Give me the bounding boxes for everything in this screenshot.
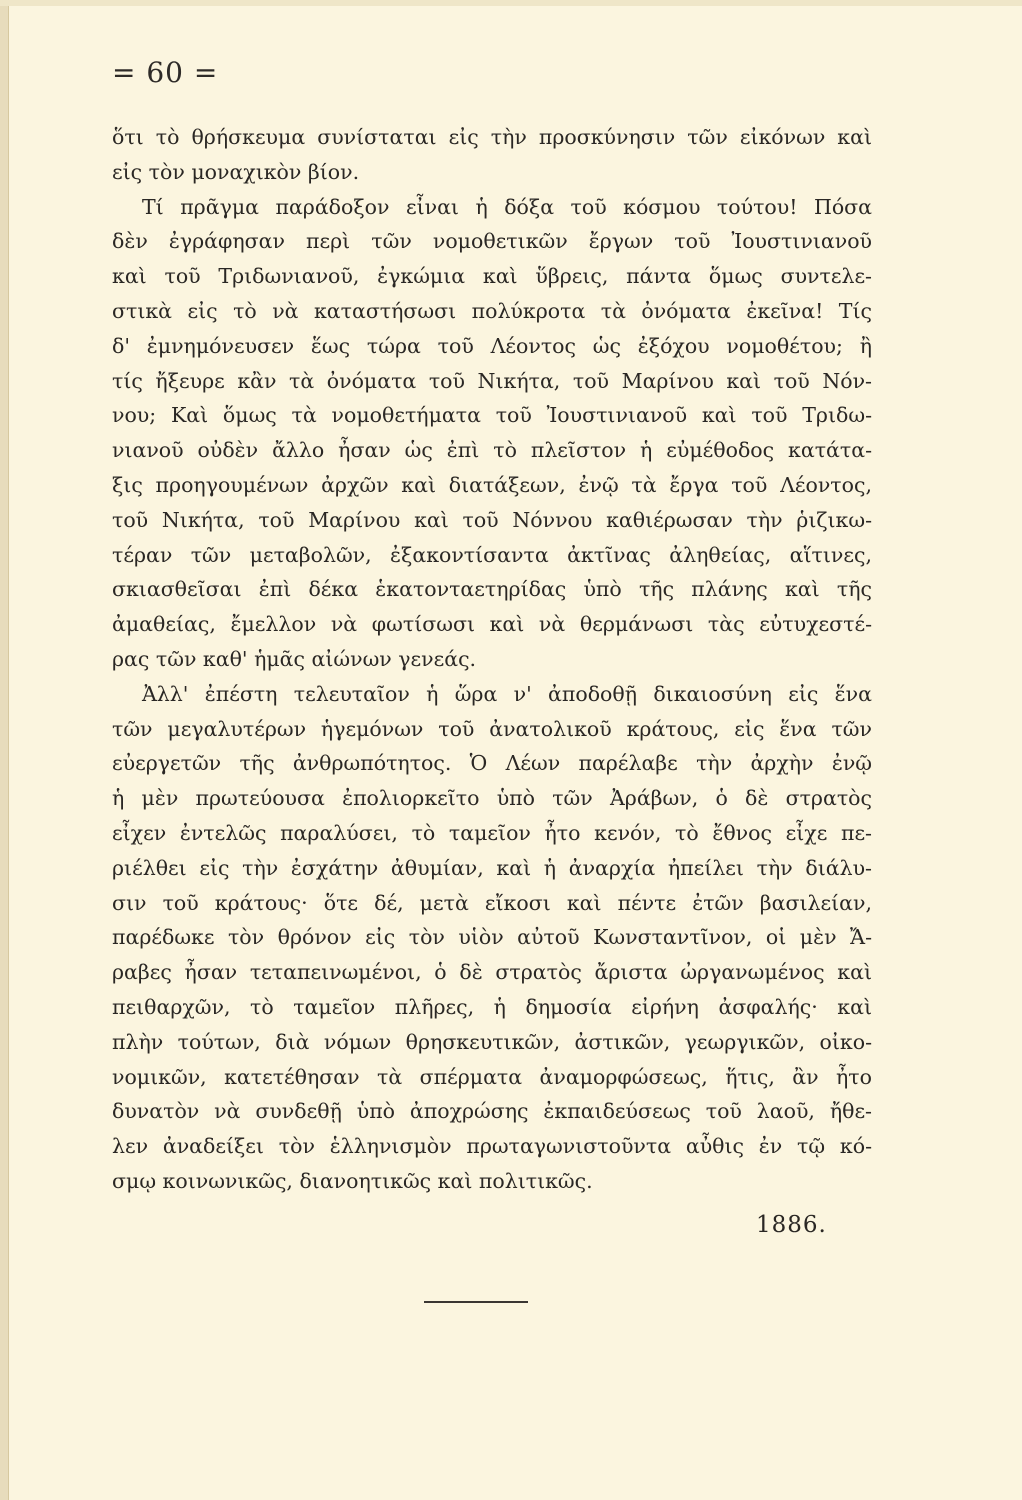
page-number: = 60 = (112, 56, 219, 89)
text-line: εἰς τὸν μοναχικὸν βίον. (112, 159, 360, 184)
text-line: δυνατὸν νὰ συνδεθῇ ὑπὸ ἀποχρώσης ἐκπαιδεύσεως τοῦ λαοῦ, ἤθε- (112, 1099, 872, 1124)
text-line: στικὰ εἰς τὸ νὰ καταστήσωσι πολύκροτα τὰ ὀνόματα ἐκεῖνα! Τίς (112, 298, 872, 323)
text-line: Ἀλλ' ἐπέστη τελευταῖον ἡ ὥρα ν' ἀποδοθῇ δικαιοσύνη εἰς ἕνα (142, 681, 872, 706)
text-line: νομικῶν, κατετέθησαν τὰ σπέρματα ἀναμορφώσεως, ἥτις, ἂν ἦτο (112, 1064, 872, 1089)
text-line: τίς ἤξευρε κἂν τὰ ὀνόματα τοῦ Νικήτα, τοῦ Μαρίνου καὶ τοῦ Νόν- (112, 368, 872, 393)
text-line: δὲν ἐγράφησαν περὶ τῶν νομοθετικῶν ἔργων τοῦ Ἰουστινιανοῦ (112, 229, 872, 254)
text-line: νου; Καὶ ὅμως τὰ νομοθετήματα τοῦ Ἰουστινιανοῦ καὶ τοῦ Τριδω- (112, 403, 872, 428)
page-edge-top (0, 0, 1022, 6)
text-line: σμῳ κοινωνικῶς, διανοητικῶς καὶ πολιτικῶς. (112, 1168, 593, 1193)
text-line: τοῦ Νικήτα, τοῦ Μαρίνου καὶ τοῦ Νόννου καθιέρωσαν τὴν ῥιζικω- (112, 507, 872, 532)
text-line: τέραν τῶν μεταβολῶν, ἐξακοντίσαντα ἀκτῖνας ἀληθείας, αἵτινες, (112, 542, 872, 567)
body-text (112, 120, 872, 1199)
text-line: παρέδωκε τὸν θρόνον εἰς τὸν υἱὸν αὐτοῦ Κωνσταντῖνον, οἱ μὲν Ἄ- (112, 925, 872, 950)
text-line: καὶ τοῦ Τριδωνιανοῦ, ἐγκώμια καὶ ὕβρεις, πάντα ὅμως συντελε- (112, 264, 872, 289)
text-line: ξις προηγουμένων ἀρχῶν καὶ διατάξεων, ἐνῷ τὰ ἔργα τοῦ Λέοντος, (112, 472, 872, 497)
date-signature: 1886. (756, 1212, 827, 1238)
text-line: σκιασθεῖσαι ἐπὶ δέκα ἑκατονταετηρίδας ὑπὸ τῆς πλάνης καὶ τῆς (112, 577, 872, 602)
text-line: ρας τῶν καθ' ἡμᾶς αἰώνων γενεάς. (112, 646, 477, 671)
text-line: τῶν μεγαλυτέρων ἡγεμόνων τοῦ ἀνατολικοῦ κράτους, εἰς ἕνα τῶν (112, 716, 872, 741)
text-line: εὐεργετῶν τῆς ἀνθρωπότητος. Ὁ Λέων παρέλαβε τὴν ἀρχὴν ἐνῷ (112, 751, 872, 776)
text-line: ἡ μὲν πρωτεύουσα ἐπολιορκεῖτο ὑπὸ τῶν Ἀράβων, ὁ δὲ στρατὸς (112, 786, 872, 811)
text-line: πειθαρχῶν, τὸ ταμεῖον πλῆρες, ἡ δημοσία εἰρήνη ἀσφαλής· καὶ (112, 994, 872, 1019)
text-line: σιν τοῦ κράτους· ὅτε δέ, μετὰ εἴκοσι καὶ πέντε ἐτῶν βασιλείαν, (112, 890, 872, 915)
text-line: ἀμαθείας, ἔμελλον νὰ φωτίσωσι καὶ νὰ θερμάνωσι τὰς εὐτυχεστέ- (112, 612, 872, 637)
text-line: ραβες ἦσαν τεταπεινωμένοι, ὁ δὲ στρατὸς ἄριστα ὠργανωμένος καὶ (112, 960, 872, 985)
text-line: ὅτι τὸ θρήσκευμα συνίσταται εἰς τὴν προσκύνησιν τῶν εἰκόνων καὶ (112, 125, 872, 149)
text-line: εἶχεν ἐντελῶς παραλύσει, τὸ ταμεῖον ἦτο κενόν, τὸ ἔθνος εἶχε πε- (112, 820, 872, 845)
page-edge (0, 0, 9, 1500)
text-line: δ' ἐμνημόνευσεν ἕως τώρα τοῦ Λέοντος ὡς ἐξόχου νομοθέτου; ἢ (112, 333, 872, 358)
text-line: νιανοῦ οὐδὲν ἄλλο ἦσαν ὡς ἐπὶ τὸ πλεῖστον ἡ εὐμέθοδος κατάτα- (112, 438, 872, 463)
text-line: ριέλθει εἰς τὴν ἐσχάτην ἀθυμίαν, καὶ ἡ ἀναρχία ἠπείλει τὴν διάλυ- (112, 855, 872, 880)
text-line: πλὴν τούτων, διὰ νόμων θρησκευτικῶν, ἀστικῶν, γεωργικῶν, οἰκο- (112, 1029, 872, 1054)
text-line: Τί πρᾶγμα παράδοξον εἶναι ἡ δόξα τοῦ κόσμου τούτου! Πόσα (142, 194, 872, 219)
text-line: λεν ἀναδείξει τὸν ἑλληνισμὸν πρωταγωνιστοῦντα αὖθις ἐν τῷ κό- (112, 1134, 872, 1159)
closing-rule (424, 1301, 528, 1303)
